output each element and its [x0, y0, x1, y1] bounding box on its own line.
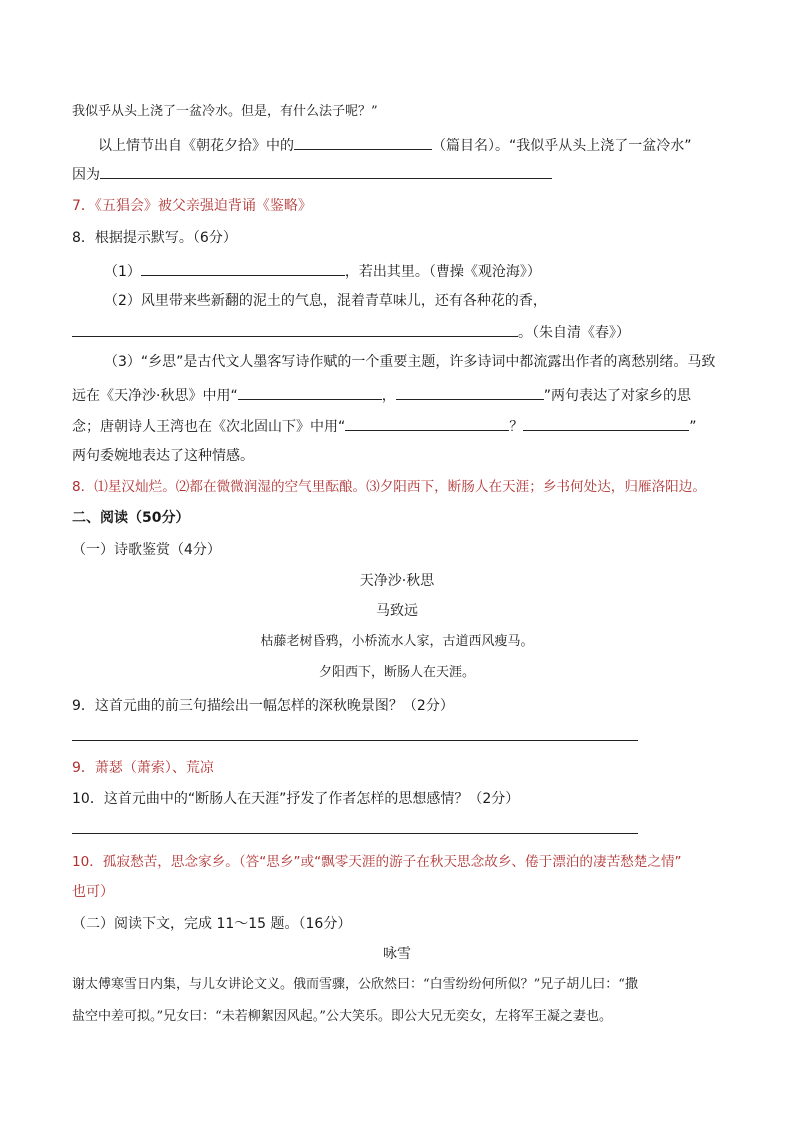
answer-line-9[interactable]	[72, 740, 638, 741]
answer-10-line-2: 也可）	[72, 884, 114, 900]
answer-9: 9．萧瑟（萧索）、荒凉	[72, 760, 214, 776]
q8-s3-comma: ，	[381, 388, 396, 404]
poem-title: 天净沙·秋思	[359, 573, 435, 589]
question-10: 10．这首元曲中的“断肠人在天涯”抒发了作者怎样的思想感情？（2分）	[72, 791, 520, 807]
poem-line-1: 枯藤老树昏鸦，小桥流水人家，古道西风瘦马。	[260, 634, 534, 649]
section-2-heading: 二、阅读（50分）	[72, 510, 190, 526]
q8-item-3-line3	[72, 415, 697, 437]
q8-s3-close-quote: ”	[689, 419, 697, 435]
q8-item-3-line2	[72, 384, 691, 406]
q8-item-3: （3）“乡思”是古代文人墨客写诗作赋的一个重要主题，许多诗词中都流露出作者的离愁别绪。马致	[104, 354, 716, 370]
q8-s1-label: （1）	[104, 264, 141, 280]
q8-item-1	[104, 260, 541, 282]
q8-s2-text: 。（朱自清《春》）	[518, 325, 630, 341]
q8-item-2: （2）风里带来些新翻的泥土的气息，混着青草味儿，还有各种花的香，	[104, 293, 547, 309]
q6-blank-reason[interactable]	[100, 163, 552, 179]
q8-item-2-cont	[72, 321, 630, 343]
q8-blank-3c[interactable]	[345, 415, 509, 431]
part-1-heading: （一）诗歌鉴赏（4分）	[72, 542, 221, 558]
previous-quote-line: 我似乎从头上浇了一盆冷水。但是，有什么法子呢？”	[72, 104, 378, 119]
q8-s3-text-b: 远在《天净沙·秋思》中用“	[72, 388, 238, 404]
q6-text-b: （篇目名）。“我似乎从头上浇了一盆冷水”	[432, 138, 692, 154]
classic-title: 咏雪	[383, 946, 411, 962]
q6-text-c: 因为	[72, 167, 100, 183]
q8-blank-3d[interactable]	[523, 415, 689, 431]
q6-line-1	[98, 134, 692, 156]
q8-s3-text-e: 念；唐朝诗人王湾也在《次北固山下》中用“	[72, 419, 346, 435]
q8-s3-text-d: ”两句表达了对家乡的思	[543, 388, 691, 404]
classic-line-1: 谢太傅寒雪日内集，与儿女讲论文义。俄而雪骤，公欣然曰：“白雪纷纷何所似？”兄子胡儿曰：“撒	[72, 977, 638, 992]
question-9: 9．这首元曲的前三句描绘出一幅怎样的深秋晚景图？（2分）	[72, 698, 454, 714]
classic-line-2: 盐空中差可拟。”兄女曰：“未若柳絮因风起。”公大笑乐。即公大兄无奕女，左将军王凝之妻也。	[72, 1009, 612, 1024]
q8-blank-2[interactable]	[72, 321, 518, 337]
q8-blank-3a[interactable]	[238, 384, 382, 400]
poem-author: 马致远	[376, 603, 418, 619]
q8-blank-3b[interactable]	[396, 384, 544, 400]
q8-s3-question: ？	[509, 419, 524, 435]
answer-10-line-1: 10．孤寂愁苦，思念家乡。（答“思乡”或“飘零天涯的游子在秋天思念故乡、倦于漂泊的凄苦愁楚之情”	[72, 854, 682, 870]
answer-line-10[interactable]	[72, 833, 638, 834]
answer-7: 7．《五猖会》被父亲强迫背诵《鉴略》	[72, 198, 312, 214]
answer-8: 8．⑴星汉灿烂。⑵都在微微润湿的空气里酝酿。⑶夕阳西下，断肠人在天涯；乡书何处达，归雁洛阳边。	[72, 479, 706, 495]
q6-blank-title[interactable]	[294, 134, 432, 150]
q6-text-a: 以上情节出自《朝花夕拾》中的	[98, 138, 294, 154]
q8-blank-1[interactable]	[141, 260, 345, 276]
q8-item-3-line4: 两句委婉地表达了这种情感。	[72, 448, 254, 464]
q6-line-2	[72, 163, 552, 185]
part-2-heading: （二）阅读下文，完成 11～15 题。（16分）	[72, 916, 352, 932]
q8-title: 8．根据提示默写。（6分）	[72, 230, 237, 246]
q8-s1-text: ，若出其里。（曹操《观沧海》）	[344, 264, 541, 280]
poem-line-2: 夕阳西下，断肠人在天涯。	[318, 665, 475, 680]
